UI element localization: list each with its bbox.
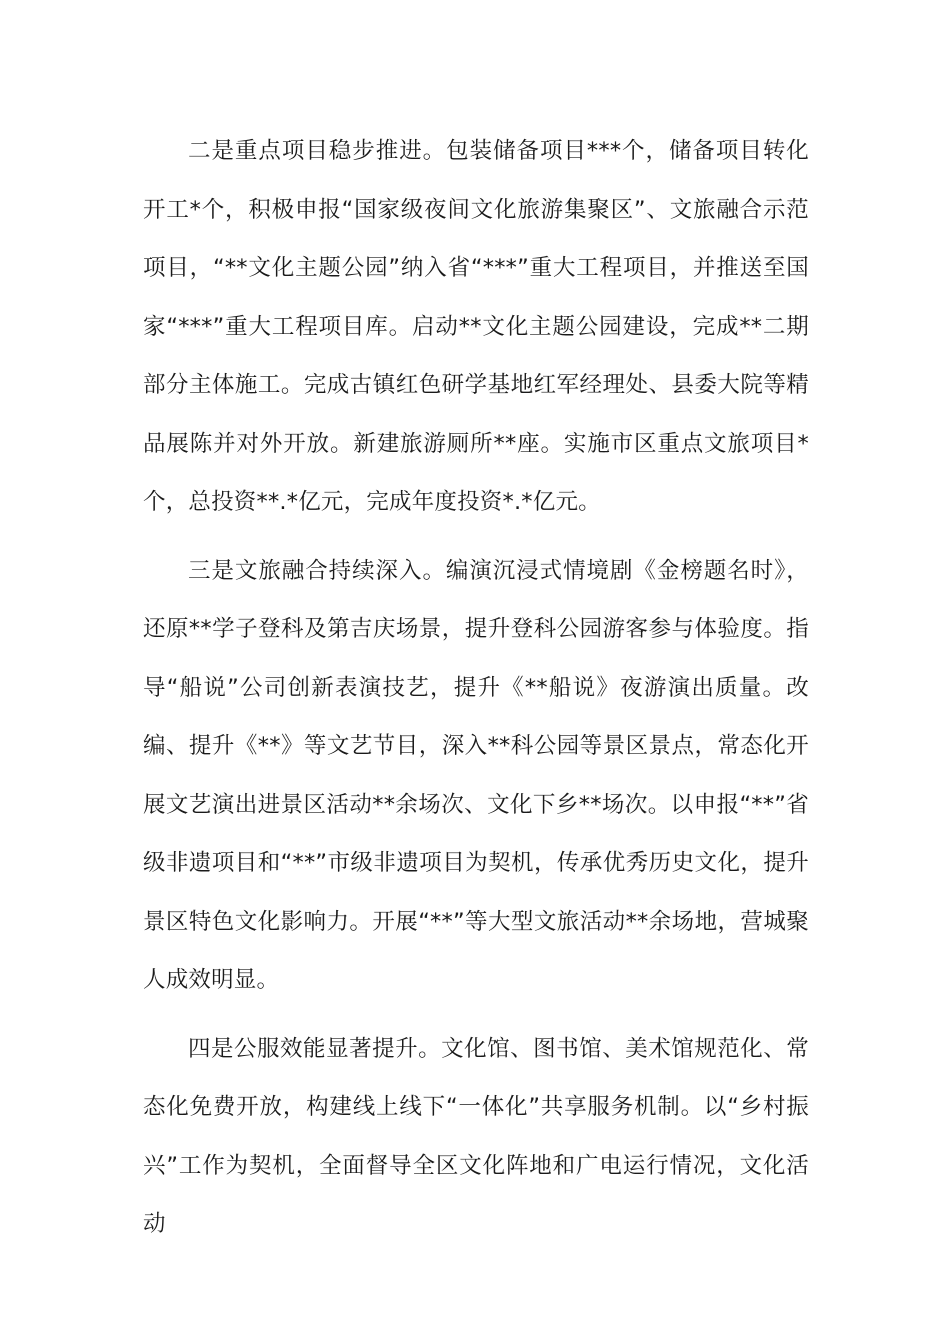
paragraph-key-projects: 二是重点项目稳步推进。包装储备项目***个，储备项目转化开工*个，积极申报“国家级夜间文化旅游集聚区”、文旅融合示范项目，“**文化主题公园”纳入省“***”重大工程项目，并推送至国家“***”重大工程项目库。启动**文化主题公园建设，完成**二期部分主体施工。完成古镇红色研学基地红军经理处、县委大院等精品展陈并对外开放。新建旅游厕所**座。实施市区重点文旅项目*个，总投资**.*亿元，完成年度投资*.*亿元。 <box>143 138 809 515</box>
paragraph-culture-tourism-integration: 三是文旅融合持续深入。编演沉浸式情境剧《金榜题名时》，还原**学子登科及第吉庆场景，提升登科公园游客参与体验度。指导“船说”公司创新表演技艺，提升《**船说》夜游演出质量。改编、提升《**》等文艺节目，深入**科公园等景区景点，常态化开展文艺演出进景区活动**余场次、文化下乡**场次。以申报“**”省级非遗项目和“**”市级非遗项目为契机，传承优秀历史文化，提升景区特色文化影响力。开展“**”等大型文旅活动**余场地，营城聚人成效明显。 <box>143 557 809 993</box>
document-body <box>143 122 809 1264</box>
paragraph-public-service: 四是公服效能显著提升。文化馆、图书馆、美术馆规范化、常态化免费开放，构建线上线下“一体化”共享服务机制。以“乡村振兴”工作为契机，全面督导全区文化阵地和广电运行情况，文化活动 <box>143 1035 809 1237</box>
